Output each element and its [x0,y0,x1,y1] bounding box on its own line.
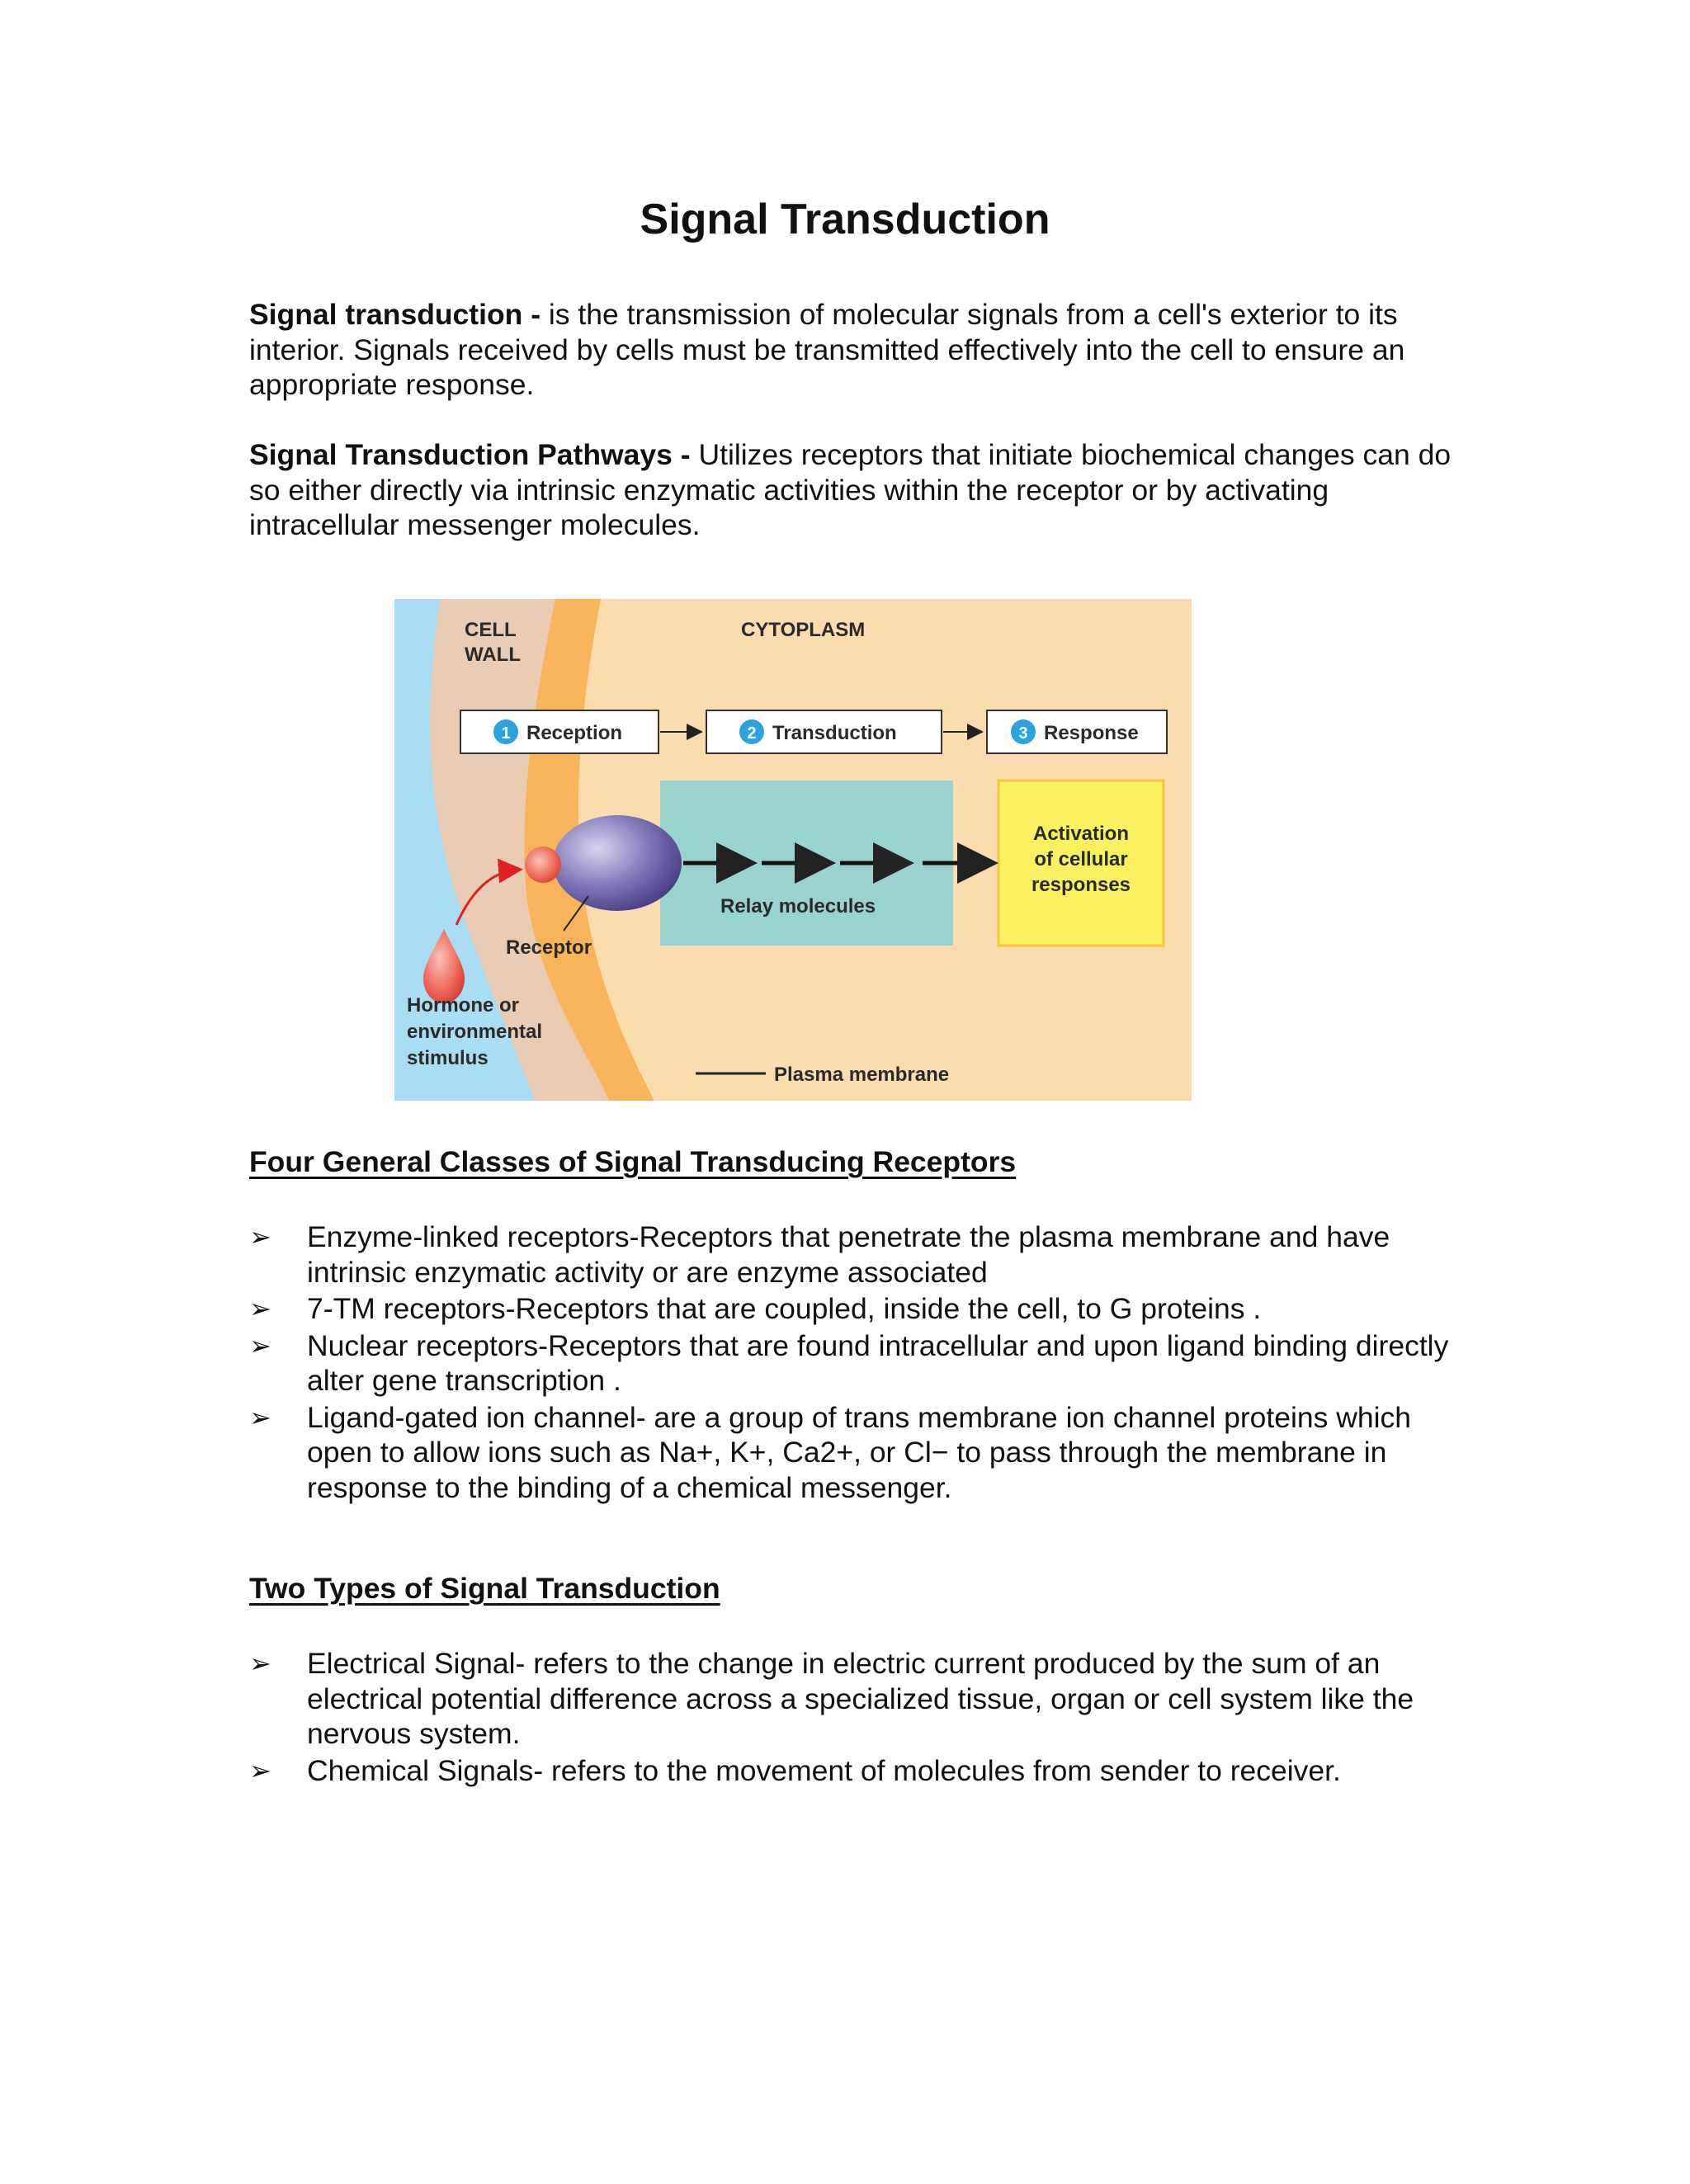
bullet-arrow-icon: ➢ [249,1293,271,1324]
receptor-shape [553,815,682,911]
list-item [249,1753,1470,1789]
plasma-membrane-label: Plasma membrane [774,1064,950,1086]
hormone-label: stimulus [407,1047,489,1069]
definition-term: Signal Transduction Pathways - [249,438,691,471]
svg-text:Response: Response [1044,722,1139,744]
cytoplasm-label: CYTOPLASM [741,619,866,641]
list-item [249,1400,1470,1506]
svg-text:3: 3 [1018,724,1028,743]
bullet-arrow-icon: ➢ [249,1221,271,1252]
bullet-arrow-icon: ➢ [249,1648,271,1679]
cell-wall-label: WALL [465,644,521,666]
section-title-transduction-types: Two Types of Signal Transduction [249,1572,720,1605]
list-item-text: Enzyme-linked receptors-Receptors that penetrate the plasma membrane and have intrinsic enzymatic activity or are enzyme associated [307,1220,1390,1289]
page-title: Signal Transduction [640,196,1050,243]
relay-molecules-label: Relay molecules [720,895,876,917]
receptor-label: Receptor [506,936,592,959]
bound-ligand [525,847,561,883]
svg-text:1: 1 [501,724,511,743]
list-item [249,1291,1470,1327]
section-title-receptor-classes: Four General Classes of Signal Transducing Receptors [249,1145,1017,1178]
definition-text: is the transmission of molecular signals from a cell's exterior to its interior. Signals received by cells must be transmitted effectively into the cell to ensure an appropriate response. [249,298,1405,401]
list-item-text: Chemical Signals- refers to the movement of molecules from sender to receiver. [307,1753,1341,1787]
step-reception [460,710,659,753]
svg-text:2: 2 [747,724,757,743]
transduction-types-list [249,1646,1470,1790]
step-transduction [706,710,942,753]
activation-label: responses [1031,874,1131,896]
definition-pathways [249,437,1470,543]
list-item [249,1219,1470,1290]
cell-wall-label: CELL [465,619,517,641]
definition-signal-transduction [249,297,1470,403]
step-response [987,710,1167,753]
activation-label: Activation [1032,823,1130,845]
bullet-arrow-icon: ➢ [249,1329,271,1361]
list-item [249,1328,1470,1399]
definition-text: Utilizes receptors that initiate biochemical changes can do so either directly via intrinsic enzymatic activities within the receptor or by activating intracellular messenger molecules. [249,438,1452,541]
list-item-text: 7-TM receptors-Receptors that are coupled, inside the cell, to G proteins . [307,1292,1262,1325]
bullet-arrow-icon: ➢ [249,1401,271,1433]
signal-transduction-diagram [394,599,1192,1101]
svg-text:Transduction: Transduction [772,722,897,744]
activation-label: of cellular [1034,848,1128,870]
hormone-label: Hormone or [407,994,520,1017]
list-item-text: Ligand-gated ion channel- are a group of trans membrane ion channel proteins which open to allow ions such as Na+, K+, Ca2+, or Cl− to pass through the membrane in response to the binding of a chemical messenger. [307,1400,1412,1504]
bullet-arrow-icon: ➢ [249,1754,271,1786]
svg-text:Reception: Reception [526,722,623,744]
list-item [249,1646,1470,1752]
hormone-label: environmental [407,1021,543,1043]
definition-term: Signal transduction - [249,298,541,331]
list-item-text: Nuclear receptors-Receptors that are found intracellular and upon ligand binding directly alter gene transcription . [307,1328,1449,1397]
receptor-classes-list [249,1219,1470,1507]
list-item-text: Electrical Signal- refers to the change in electric current produced by the sum of an electrical potential difference across a specialized tissue, organ or cell system like the nervous system. [307,1647,1414,1750]
